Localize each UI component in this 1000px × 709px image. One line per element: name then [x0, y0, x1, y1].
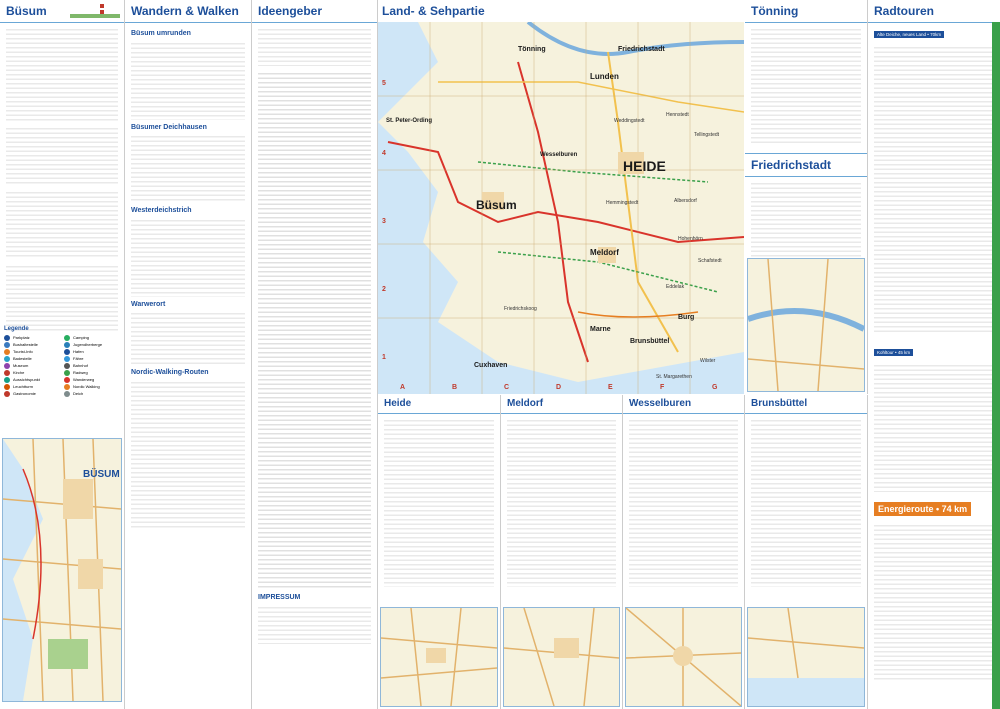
column-ideengeber [252, 0, 378, 709]
legend-label: Kirche [13, 370, 25, 375]
legend-label: Camping [73, 335, 90, 340]
column-title: Büsum [6, 4, 47, 18]
legend-item [64, 348, 120, 355]
panel-meldorf [501, 395, 623, 709]
map-city-lunden: Lunden [590, 72, 619, 81]
paragraph [507, 417, 616, 587]
column-header [868, 0, 1000, 23]
map-town: Wilster [700, 358, 716, 364]
panel-header [501, 395, 622, 414]
map-title: Land- & Sehpartie [382, 4, 485, 18]
panel-text [623, 414, 744, 594]
buesum-town-map [2, 438, 122, 702]
meldorf-map [503, 607, 620, 707]
grid-label: B [452, 384, 458, 391]
grid-label: A [400, 384, 406, 391]
panel-title: Brunsbüttel [751, 398, 808, 409]
map-city-heide: HEIDE [623, 158, 666, 174]
paragraph [258, 26, 371, 66]
panel-text [378, 414, 500, 594]
column-text [745, 23, 867, 153]
section-heading: Büsumer Deichhausen [131, 123, 207, 131]
legend-item [64, 376, 120, 383]
paragraph [6, 26, 118, 121]
map-city-meldorf: Meldorf [590, 248, 619, 257]
legend-item [64, 362, 120, 369]
legend-symbol-icon [4, 349, 10, 355]
paragraph [131, 40, 245, 120]
grid-label: 5 [382, 80, 386, 87]
paragraph [751, 417, 861, 587]
legend-symbol-icon [4, 377, 10, 383]
legend-item [64, 334, 120, 341]
legend-list [4, 334, 120, 397]
column-text [252, 23, 377, 651]
legend-item [4, 348, 60, 355]
map-town: Weddingstedt [614, 118, 645, 124]
map-header [378, 0, 744, 22]
legend-item [64, 341, 120, 348]
legend-symbol-icon [64, 356, 70, 362]
legend-label: Wanderweg [73, 377, 95, 382]
map-town: Tellingstedt [694, 132, 720, 138]
paragraph [6, 263, 118, 333]
legend-label: Deich [73, 391, 84, 396]
column-text [125, 23, 251, 536]
legend [4, 326, 120, 397]
column-text [868, 41, 1000, 341]
legend-symbol-icon [64, 342, 70, 348]
map-town: Hennstedt [666, 112, 689, 118]
column-header [125, 0, 251, 23]
legend-symbol-icon [4, 335, 10, 341]
map-city-toenning: Tönning [518, 46, 546, 53]
grid-label: E [608, 384, 613, 391]
section-heading: Westerdeichstrich [131, 207, 192, 214]
legend-item [4, 383, 60, 390]
map-town: Schafstedt [698, 258, 722, 264]
column-wandern [125, 0, 252, 709]
panel-heide [378, 395, 501, 709]
column-header [0, 0, 124, 23]
route-heading: Energieroute • 74 km [874, 502, 971, 516]
impressum-heading: IMPRESSUM [258, 594, 301, 601]
panel-brunsbuettel [745, 395, 868, 709]
legend-label: Leuchtturm [13, 384, 34, 389]
map-city-burg: Burg [678, 314, 695, 321]
legend-label: Fähre [73, 356, 84, 361]
column-toenning [745, 0, 868, 394]
legend-symbol-icon [4, 391, 10, 397]
panel-header [623, 395, 744, 414]
map-town: Hohenhörn [678, 236, 703, 242]
legend-symbol-icon [4, 356, 10, 362]
column-title: Radtouren [874, 4, 934, 18]
map-town: Eddelak [666, 284, 685, 290]
panel-text [745, 414, 867, 594]
paragraph [874, 522, 994, 682]
map-city-st-peter: St. Peter-Ording [386, 118, 433, 124]
map-town: St. Margarethen [656, 374, 692, 380]
legend-item [64, 390, 120, 397]
panel-title: Wesselburen [629, 398, 692, 409]
paragraph [258, 604, 371, 644]
legend-item [4, 369, 60, 376]
route-heading: Alte Deiche, neues Land • 70km [874, 31, 944, 38]
grid-label: 4 [382, 150, 386, 157]
column-radtouren [868, 0, 1000, 709]
grid-label: 3 [382, 218, 386, 225]
legend-label: Hafen [73, 349, 84, 354]
grid-label: C [504, 384, 510, 391]
map-city-cuxhaven: Cuxhaven [474, 362, 508, 369]
legend-item [4, 362, 60, 369]
column-text [745, 177, 867, 267]
legend-item [64, 369, 120, 376]
column-title: Tönning [751, 4, 799, 18]
legend-item [4, 341, 60, 348]
friedrichstadt-map [747, 258, 865, 392]
column-title: Wandern & Walken [131, 4, 239, 18]
panel-text [501, 414, 622, 594]
legend-label: Museum [13, 363, 29, 368]
region-map-graphic [378, 22, 744, 394]
column-header [745, 0, 867, 23]
lighthouse-icon [60, 2, 120, 20]
map-town: Albersdorf [674, 198, 697, 204]
paragraph [751, 180, 861, 260]
legend-symbol-icon [64, 377, 70, 383]
legend-item [4, 355, 60, 362]
paragraph [751, 26, 861, 146]
column-header [252, 0, 377, 23]
legend-label: Tourist-Info [13, 349, 33, 354]
legend-symbol-icon [4, 363, 10, 369]
map-town: Hemmingstedt [606, 200, 639, 206]
panel-title: Heide [384, 398, 412, 409]
panel-header [745, 395, 867, 414]
paragraph [6, 189, 118, 259]
section-heading: Nordic-Walking-Routen [131, 369, 209, 376]
column-text [868, 519, 1000, 689]
panel-header [378, 395, 500, 414]
legend-label: Badestelle [13, 356, 32, 361]
section-title: Friedrichstadt [751, 158, 832, 172]
region-map [378, 0, 744, 394]
legend-symbol-icon [64, 370, 70, 376]
legend-label: Bahnhof [73, 363, 88, 368]
column-buesum [0, 0, 125, 709]
column-title: Ideengeber [258, 4, 323, 18]
paragraph [384, 417, 494, 587]
column-text [0, 23, 124, 340]
legend-item [64, 383, 120, 390]
legend-label: Aussichtspunkt [13, 377, 40, 382]
map-city-buesum: Büsum [476, 198, 517, 212]
legend-item [64, 355, 120, 362]
heide-map [380, 607, 498, 707]
paragraph [629, 417, 738, 587]
legend-symbol-icon [64, 363, 70, 369]
paragraph [131, 310, 245, 365]
paragraph [874, 44, 994, 334]
paragraph [131, 133, 245, 203]
legend-item [4, 334, 60, 341]
map-city-marne: Marne [590, 326, 611, 333]
column-text [868, 359, 1000, 499]
legend-symbol-icon [4, 342, 10, 348]
route-heading: Kohltour • 45 km [874, 349, 913, 356]
paragraph [6, 125, 118, 185]
legend-label: Nordic Walking [73, 384, 100, 389]
grid-label: G [712, 384, 718, 391]
section-header [745, 153, 867, 177]
legend-label: Bushaltestelle [13, 342, 38, 347]
legend-symbol-icon [64, 335, 70, 341]
legend-item [4, 390, 60, 397]
grid-label: 2 [382, 286, 386, 293]
panel-title: Meldorf [507, 398, 544, 409]
legend-label: Gastronomie [13, 391, 36, 396]
legend-title: Legende [4, 326, 29, 332]
legend-symbol-icon [64, 349, 70, 355]
grid-label: 1 [382, 354, 386, 361]
brunsbuettel-map [747, 607, 865, 707]
grid-label: D [556, 384, 562, 391]
side-stripe [992, 22, 1000, 709]
panel-wesselburen [623, 395, 745, 709]
map-city-wesselburen: Wesselburen [540, 152, 578, 158]
legend-symbol-icon [64, 391, 70, 397]
legend-label: Radweg [73, 370, 88, 375]
wesselburen-map [625, 607, 742, 707]
paragraph [131, 379, 245, 529]
legend-item [4, 376, 60, 383]
map-label-buesum: BÜSUM [83, 469, 120, 480]
map-city-brunsbuettel: Brunsbüttel [630, 338, 670, 345]
paragraph [874, 362, 994, 492]
paragraph [258, 70, 371, 590]
legend-symbol-icon [64, 384, 70, 390]
legend-label: Parkplatz [13, 335, 30, 340]
map-city-friedrichstadt: Friedrichstadt [618, 46, 665, 53]
section-heading: Warwerort [131, 300, 166, 308]
map-town: Friedrichskoog [504, 306, 537, 312]
grid-label: F [660, 384, 665, 391]
paragraph [131, 217, 245, 297]
legend-symbol-icon [4, 370, 10, 376]
section-heading: Büsum umrunden [131, 30, 191, 37]
legend-label: Jugendherberge [73, 342, 103, 347]
legend-symbol-icon [4, 384, 10, 390]
